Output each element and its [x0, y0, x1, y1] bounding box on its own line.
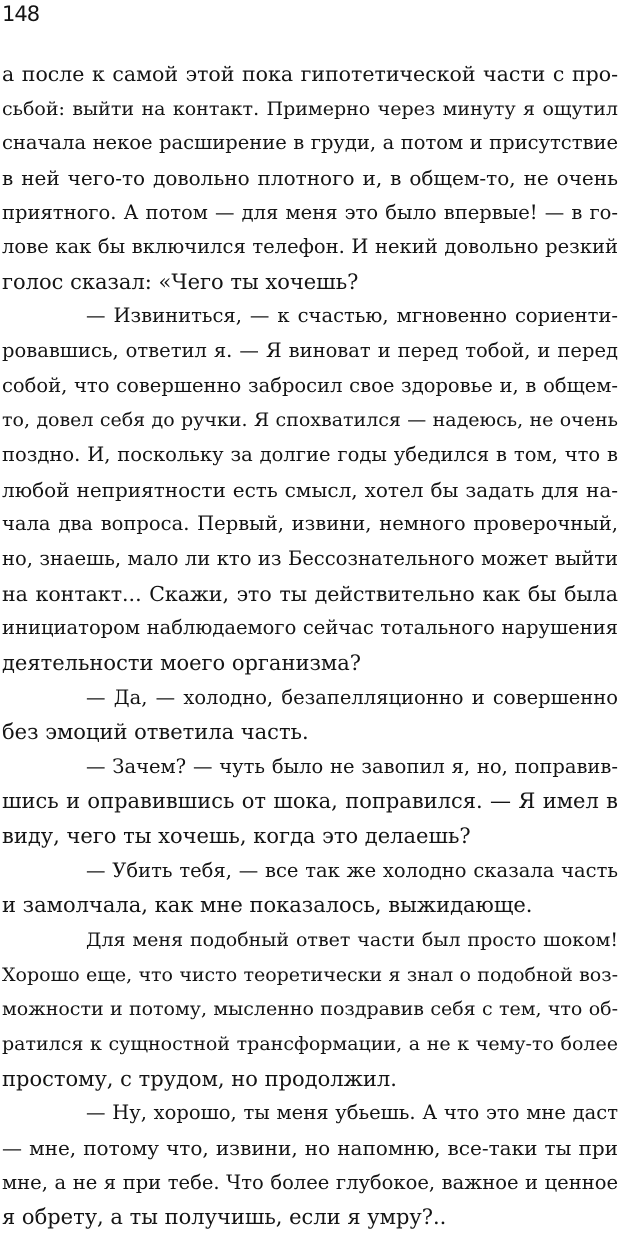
text-line: мне, а не я при тебе. Что более глубокое, важное и ценное — [2, 1170, 618, 1194]
text-line: — Убить тебя, — все так же холодно сказала часть — [86, 858, 618, 882]
text-line: на контакт... Скажи, это ты действительно как бы была — [2, 581, 618, 606]
text-line: сначала некое расширение в груди, а потом и присутствие — [2, 131, 618, 155]
text-line: Хорошо еще, что чисто теоретически я знал о подобной воз- — [2, 963, 618, 986]
text-line: без эмоций ответила часть. — [2, 720, 309, 745]
text-line: можности и потому, мысленно поздравив себя с тем, что об- — [2, 998, 618, 1021]
text-line: то, довел себя до ручки. Я спохватился — надеюсь, не очень — [2, 409, 618, 432]
page-number: 148 — [2, 2, 40, 26]
text-line: инициатором наблюдаемого сейчас тотального нарушения — [2, 616, 618, 640]
text-line: но, знаешь, мало ли кто из Бессознательного может выйти — [2, 546, 618, 570]
text-line: поздно. И, поскольку за долгие годы убедился в том, что в — [2, 443, 618, 467]
text-line: ровавшись, ответил я. — Я виноват и перед тобой, и перед — [2, 339, 618, 363]
text-line: деятельности моего организма? — [2, 650, 362, 675]
text-line: сьбой: выйти на контакт. Примерно через минуту я ощутил — [2, 97, 618, 120]
text-line: и замолчала, как мне показалось, выжидающе. — [2, 893, 533, 918]
text-line: шись и оправившись от шока, поправился. — Я имел в — [2, 789, 618, 814]
text-line: лове как бы включился телефон. И некий довольно резкий — [2, 235, 618, 259]
text-line: чала два вопроса. Первый, извини, немного проверочный, — [2, 512, 618, 536]
text-line: а после к самой этой пока гипотетической части с про- — [2, 62, 618, 86]
text-line: — Зачем? — чуть было не завопил я, но, поправив- — [86, 754, 618, 778]
text-line: в ней чего-то довольно плотного и, в общем-то, не очень — [2, 165, 618, 190]
body-text — [2, 57, 618, 1235]
text-line: ратился к сущностной трансформации, а не к чему-то более — [2, 1032, 618, 1055]
text-line: голос сказал: «Чего ты хочешь? — [2, 269, 359, 294]
text-line: Для меня подобный ответ части был просто шоком! — [86, 929, 618, 952]
text-line: любой неприятности есть смысл, хотел бы задать для на- — [2, 477, 618, 502]
text-line: я обрету, а ты получишь, если я умру?.. — [2, 1205, 447, 1230]
text-line: простому, с трудом, но продолжил. — [2, 1066, 397, 1091]
text-line: собой, что совершенно забросил свое здоровье и, в общем- — [2, 373, 618, 397]
text-line: — Извиниться, — к счастью, мгновенно сориенти- — [86, 304, 618, 328]
text-line: — Да, — холодно, безапелляционно и совершенно — [86, 685, 618, 709]
text-line: — Ну, хорошо, ты меня убьешь. А что это мне даст — [86, 1101, 618, 1125]
text-line: виду, чего ты хочешь, когда это делаешь? — [2, 824, 471, 849]
text-line: приятного. А потом — для меня это было впервые! — в го- — [2, 200, 618, 224]
text-line: — мне, потому что, извини, но напомню, все-таки ты при — [2, 1135, 618, 1160]
